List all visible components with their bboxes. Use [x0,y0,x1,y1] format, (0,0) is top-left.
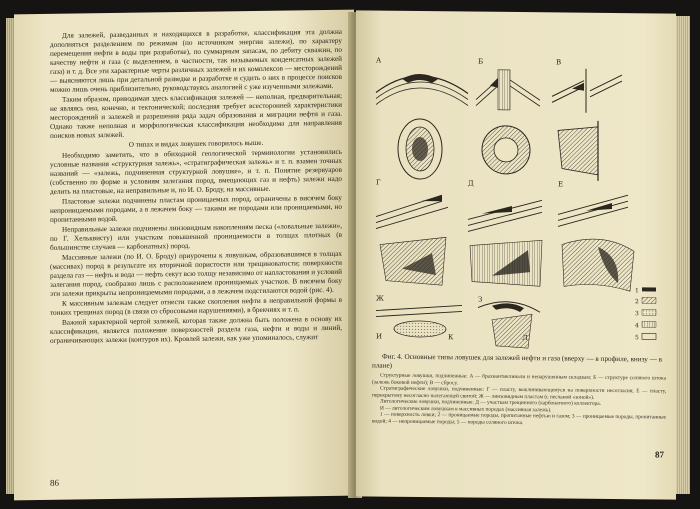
paragraph: Пластовые залежи подчинены пластам проницаемых пород, ограничены в висячем боку непроницаемыми породами, а в лежачем боку — такими же породами или проницаемыми, но пропитанными водой. [50,193,342,224]
figure-label-i: И [376,332,383,341]
paragraph: Необходимо заметить, что в обиходной геологической терминологии установились условные названия «структурная залежь», «стратиграфическая залежь» и т. п. взамен точных названий — «залежь, подчиненная структурной ловушке», и т. п. Понятие резервуаров (собственно по форме и условиям залегания пород, вмещающих газ и нефть) залежи надо делить на пластовые, на неправильные и, по И. О. Броду, на массивные. [50,147,342,196]
legend [635,287,656,341]
paragraph: О типах и видах ловушек говорилось выше. [128,138,264,149]
legend-swatch-5 [642,333,656,339]
legend-number-3: 3 [635,310,639,318]
trap-v-plan [558,120,598,180]
figure-label-v: В [556,58,562,67]
paragraph: Таким образом, приводимая здесь классификация залежей — неполная, предварительная; не являясь она, конечно, и тектонической; последняя требует всесторонней характеристики месторождений и залежей и разрешения ряда задач образования и миграции нефти и газа. Однако также неполная и морфологическая классификация необходима для направления поисков новых залежей. [50,91,342,140]
figure-label-a: А [376,56,382,65]
figure-caption-line: 1 — поверхность ловки; 2 — проницаемые породы, пропитанные нефтью и газом; 3 — проницаемые породы, пропитанные водой; 4 — непроницаемые породы; 5 — породы соляного штока. [372,411,666,426]
right-page-edges [676,16,690,494]
page-number-right: 87 [655,449,664,460]
figure-caption-line: И — литологическим ловушкам в массивных породах (массивная залежь). [380,405,552,413]
figure-caption-line: Стратиграфические ловушки, подчиненные: Г — пласту, выклинивающемуся на поверхности несогласия; Е — пласту, перекрытому несогласно налегающей свитой; Ж — линзовидным пластам (с песчаной «зоной»). [372,385,666,401]
figure-label-d: Д [468,179,474,188]
trap-d-drawings [468,199,542,286]
figure-label-k: К [448,333,454,342]
trap-b-profile [476,70,540,111]
legend-swatch-1 [642,287,656,291]
figure-caption-title: Фиг. 4. Основные типы ловушек для залежей нефти и газа (вверху — в профиле, внизу — в плане) [372,352,663,370]
legend-swatch-2 [642,297,656,303]
paragraph: Неправильные залежи подчинены линзовидным накоплениям песка («ловальные залежи», по Г. Хельквисту) или участкам повышенной проницаемости в толщах плотных (в большинстве случаев — карбонатных) пород. [50,221,342,252]
legend-number-5: 5 [635,334,639,342]
trap-g-drawings [376,195,448,286]
figure-label-g: Г [376,178,381,187]
page-number-left: 86 [50,477,59,488]
legend-number-2: 2 [635,298,639,306]
trap-a-profile [376,74,468,106]
legend-number-1: 1 [635,287,639,295]
trap-b-plan [482,126,530,175]
figure-caption-line: Литологические ловушки, подчиненные: Д — участкам трещинного (карбонатного) коллектора. [380,398,601,407]
figure-label-e: Е [558,180,564,189]
figure-caption-line: Структурные ловушки, подчиненные: А — брахиантиклинали и ненарушенным складкам; Б — структуре соляного штока (залежь боковой нефти); В — сбросу. [372,372,666,386]
paragraph: Массивные залежи (по И. О. Броду) приурочены к ловушкам, образовавшимся в толщах (массивах) пород в результате их вторичной пористости или трещиноватости; поверхности раздела газ — нефть и вода — нефть секут всю толщу независимо от напластования и условий залегания пород, сообразно лишь с расположением пронищаемых участков. В висячем боку эти залежи прикрыты непроницаемыми породами, а в лежачем подстилаются водой (рис. 4). [50,249,342,298]
figure-label-zh: Ж [376,294,384,303]
legend-number-4: 4 [635,322,639,330]
legend-swatch-3 [642,309,656,315]
paragraph: К массивным залежам следует отнести также скопления нефти в неправильной формы в тонких трещинах пород (в связи со сбросовыми нарушениями), в брекчиях и т. п. [50,295,342,317]
trap-z-drawings [478,301,540,348]
trap-v-profile [552,68,622,113]
legend-swatch-4 [642,321,656,327]
right-page [356,10,676,499]
figure-label-z: З [478,295,483,304]
trap-a-plan [398,119,442,179]
figure-illustrations [372,48,668,351]
trap-types-figure [372,48,668,351]
figure-label-b: Б [478,57,484,66]
trap-e-drawings [558,194,634,291]
paragraph: Важной характерной чертой залежей, которая также должна быть положена в основу их классификации, является положение поверхностей раздела газа, нефти и воды и линий, ограничивающих залежи (контуров их). Кровлей залежи, как уже упоминалось, служит [50,314,342,345]
left-page [14,10,354,501]
paragraph: Для залежей, разведанных и находящихся в разработке, классификация эта должна дополняться разделением по режимам (по источникам энергии залежи), по характеру перемещения нефти в воды при разработке), по суммарным запасам, по дебиту скважин, по качеству нефти и газа (с выделением, в частности, так называемых конденсатных залежей газа) и т. д. Все эти характерные черты различных залежей и их комплексов — месторождений — выясняются лишь при детальной разведке и разработке и судить о них в процессе поисков можно лишь очень приблизительно, руководствуясь аналогией с уже изученными залежами. [50,27,342,94]
